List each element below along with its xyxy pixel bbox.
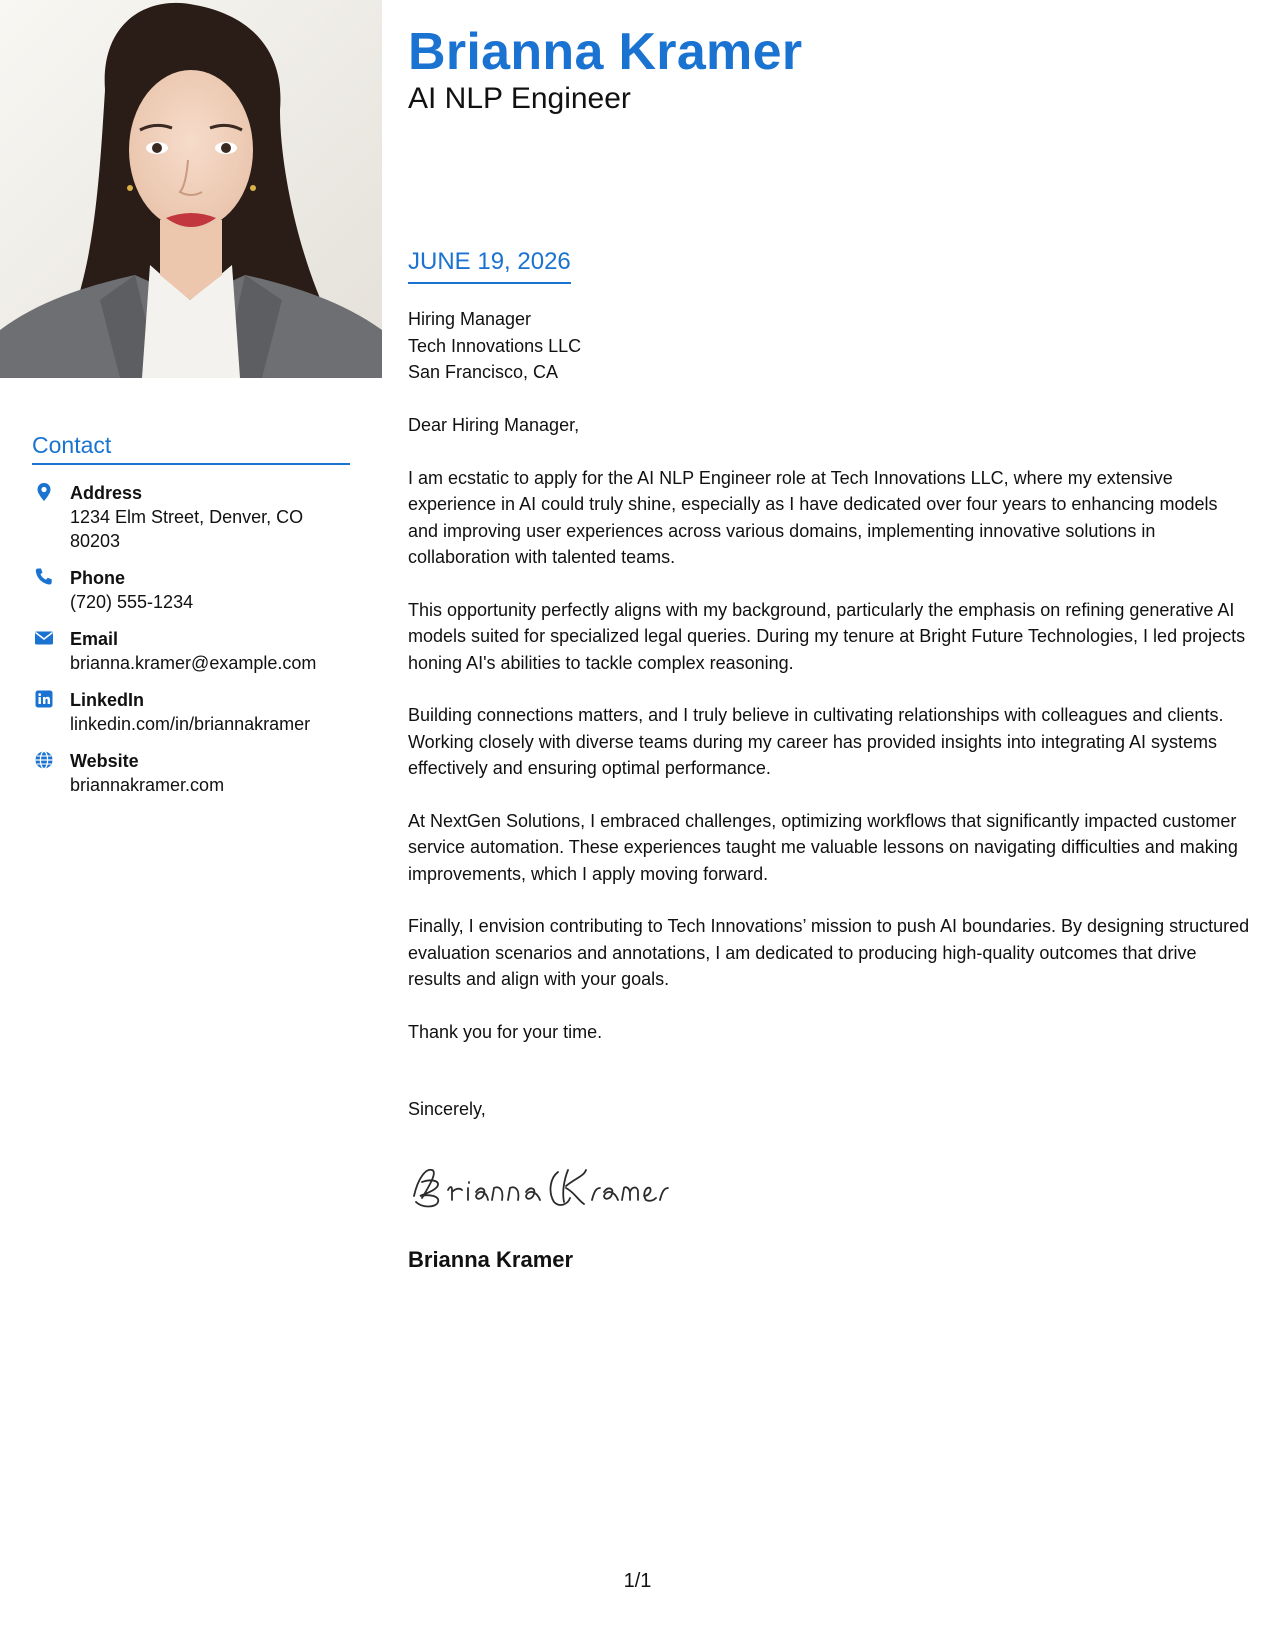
closing: Sincerely, (408, 1099, 486, 1119)
contact-label: Website (70, 751, 139, 771)
profile-photo (0, 0, 382, 378)
email-value[interactable]: brianna.kramer@example.com (70, 653, 317, 673)
contact-label: LinkedIn (70, 690, 145, 710)
recipient-name: Hiring Manager (408, 309, 532, 329)
letter-paragraph: Thank you for your time. (408, 1021, 603, 1042)
phone-icon (34, 567, 54, 587)
contact-label: Phone (70, 568, 126, 588)
recipient-location: San Francisco, CA (408, 362, 559, 382)
letter-paragraph: Building connections matters, and I truly believe in cultivating relationships with colleagues and clients. Working closely with diverse teams during my career has provided insights into integrating AI systems effectively and ensuring optimal performance. (408, 705, 1224, 778)
letter-paragraph: I am ecstatic to apply for the AI NLP Engineer role at Tech Innovations LLC, where my extensive experience in AI could truly shine, especially as I have dedicated over four years to enhancing models and improving user experiences across various domains, implementing innovative solutions in collaboration with talented teams. (408, 467, 1218, 567)
letter-date: JUNE 19, 2026 (408, 248, 571, 284)
contact-list (32, 481, 350, 797)
map-pin-icon (34, 482, 54, 502)
address-value: 1234 Elm Street, Denver, CO 80203 (70, 507, 304, 551)
contact-item-linkedin (32, 688, 350, 736)
recipient-block (408, 306, 581, 386)
applicant-name: Brianna Kramer (408, 23, 803, 81)
contact-item-address (32, 481, 350, 553)
linkedin-value[interactable]: linkedin.com/in/briannakramer (70, 714, 311, 734)
page-number: 1/1 (623, 1570, 652, 1592)
contact-item-website (32, 749, 350, 797)
contact-section (32, 432, 350, 810)
website-value[interactable]: briannakramer.com (70, 775, 225, 795)
linkedin-icon (34, 689, 54, 709)
letter-paragraph: Finally, I envision contributing to Tech Innovations’ mission to push AI boundaries. By designing structured evaluation scenarios and annotations, I am dedicated to producing high-quality outcomes that drive results and align with your goals. (408, 916, 1250, 989)
contact-item-email (32, 627, 350, 675)
contact-heading: Contact (32, 432, 350, 465)
phone-value[interactable]: (720) 555-1234 (70, 592, 194, 612)
envelope-icon (34, 628, 54, 648)
globe-icon (34, 750, 54, 770)
salutation: Dear Hiring Manager, (408, 415, 580, 435)
signer-name: Brianna Kramer (408, 1247, 574, 1272)
letter-body (408, 412, 1250, 1071)
letter-paragraph: This opportunity perfectly aligns with my background, particularly the emphasis on refining generative AI models suited for specialized legal queries. During my tenure at Bright Future Technologies, I led projects honing AI's abilities to tackle complex reasoning. (408, 599, 1246, 673)
letter-paragraph: At NextGen Solutions, I embraced challenges, optimizing workflows that significantly impacted customer service automation. These experiences taught me valuable lessons on navigating difficulties and making improvements, which I apply moving forward. (408, 810, 1238, 884)
contact-item-phone (32, 566, 350, 614)
contact-label: Address (70, 483, 143, 503)
contact-label: Email (70, 629, 119, 649)
handwritten-signature (408, 1158, 678, 1214)
job-title: AI NLP Engineer (408, 82, 631, 115)
recipient-company: Tech Innovations LLC (408, 335, 582, 356)
